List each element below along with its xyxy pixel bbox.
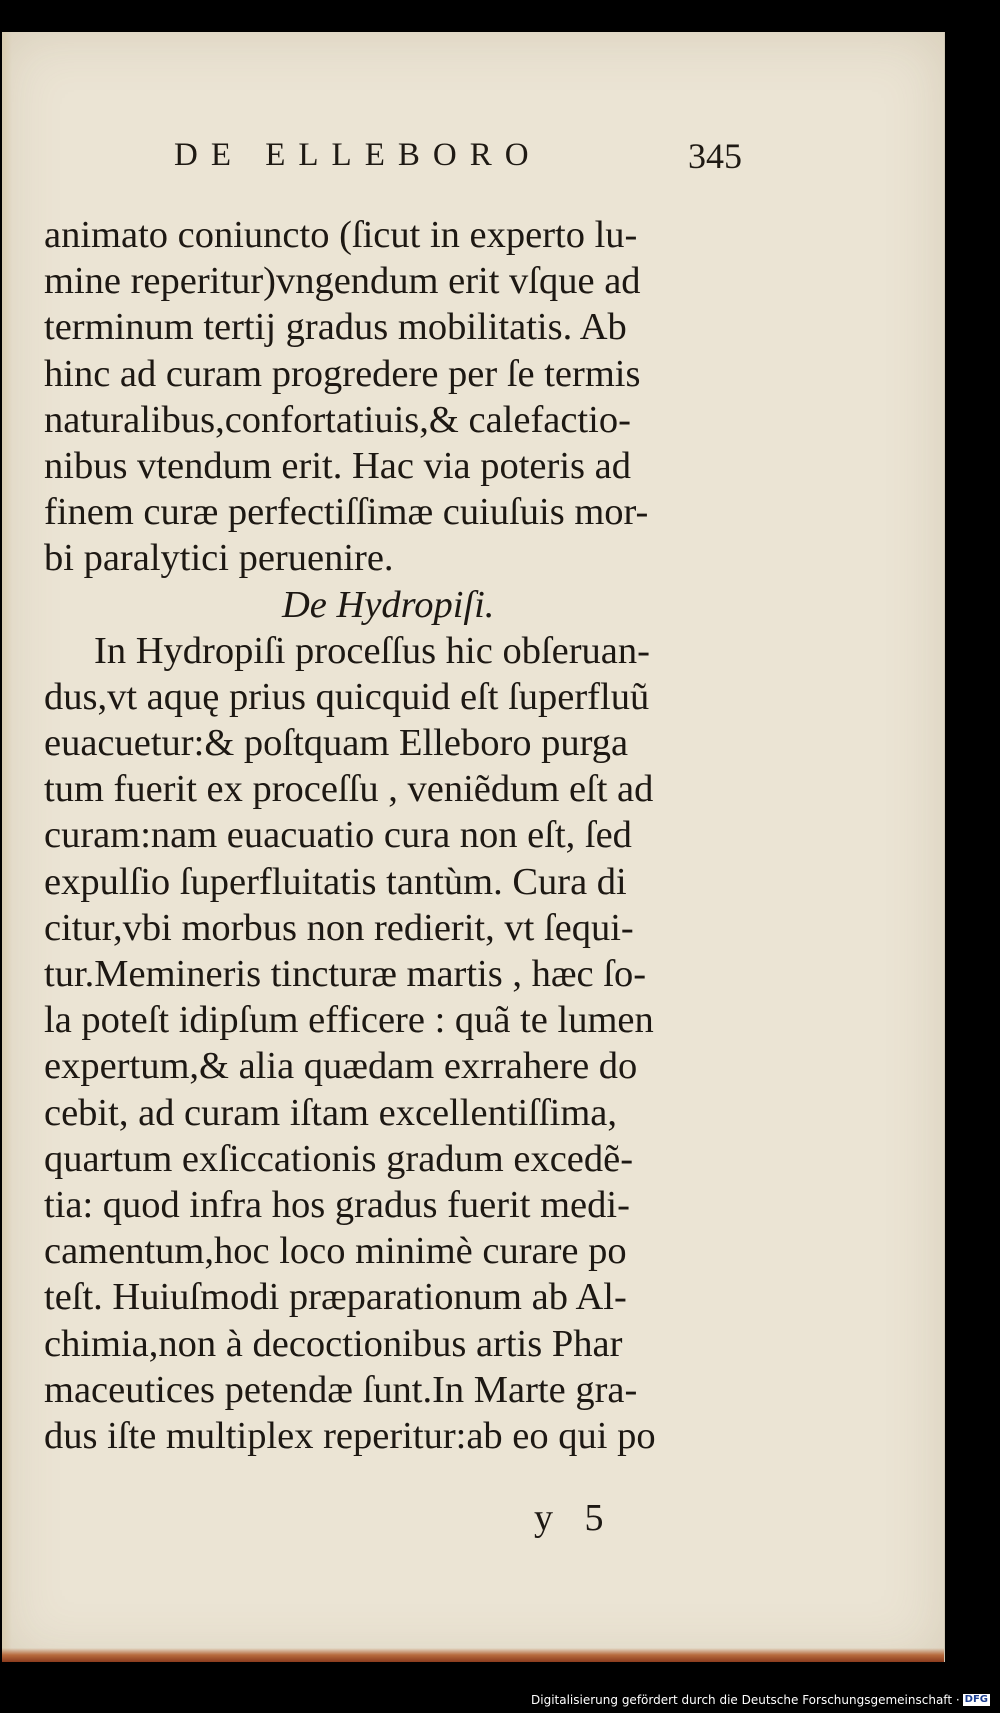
text-line: expertum,& alia quædam exrrahere do [44, 1045, 638, 1088]
book-page [2, 32, 945, 1662]
text-line: camentum,hoc loco minimè curare po [44, 1230, 627, 1273]
text-line: nibus vtendum erit. Hac via poteris ad [44, 444, 631, 487]
running-head [2, 137, 944, 187]
text-line: maceutices petendæ ſunt.In Marte gra- [44, 1368, 638, 1411]
text-line: terminum tertij gradus mobilitatis. Ab [44, 306, 627, 349]
text-line: In Hydropiſi proceſſus hic obſeruan- [94, 629, 650, 672]
footer-credit: Digitalisierung gefördert durch die Deutsche Forschungsgemeinschaft · [531, 1693, 960, 1707]
text-line: naturalibus,confortatiuis,& calefactio- [44, 398, 631, 441]
text-line: la poteſt idipſum efficere : quã te lumen [44, 999, 654, 1042]
signature-mark: y 5 [534, 1497, 604, 1539]
text-line: hinc ad curam progredere per ſe termis [44, 352, 641, 395]
text-line: dus iſte multiplex reperitur:ab eo qui po [44, 1414, 656, 1457]
text-line: tum fuerit ex proceſſu , veniẽdum eſt ad [44, 768, 654, 811]
digitization-footer [531, 1693, 990, 1707]
text-line: mine reperitur)vngendum erit vſque ad [44, 260, 641, 303]
text-line: dus,vt aquę prius quicquid eſt ſuperfluũ [44, 675, 650, 718]
text-line: tur.Memineris tincturæ martis , hæc ſo- [44, 953, 647, 995]
section-heading: De Hydropiſi. [282, 583, 495, 626]
text-line: expulſio ſuperfluitatis tantùm. Cura di [44, 860, 627, 903]
text-line: finem curæ perfectiſſimæ cuiuſuis mor- [44, 491, 649, 534]
text-line: teſt. Huiuſmodi præparationum ab Al- [44, 1276, 627, 1319]
text-line: animato coniuncto (ſicut in experto lu- [44, 214, 638, 256]
text-line: tia: quod infra hos gradus fuerit medi- [44, 1183, 630, 1226]
text-line: quartum exſiccationis gradum excedẽ- [44, 1137, 634, 1180]
text-line: curam:nam euacuatio cura non eſt, ſed [44, 814, 632, 857]
text-line: euacuetur:& poſtquam Elleboro purga [44, 722, 629, 765]
running-head-title: DE ELLEBORO [174, 137, 542, 173]
text-line: chimia,non à decoctionibus artis Phar [44, 1322, 623, 1365]
text-line: bi paralytici peruenire. [44, 537, 394, 580]
dfg-logo: DFG [964, 1694, 988, 1705]
text-line: cebit, ad curam iſtam excellentiſſima, [44, 1091, 617, 1134]
body-text [44, 212, 764, 1459]
page-number: 345 [688, 136, 742, 176]
text-line: citur,vbi morbus non redierit, vt ſequi- [44, 906, 634, 949]
